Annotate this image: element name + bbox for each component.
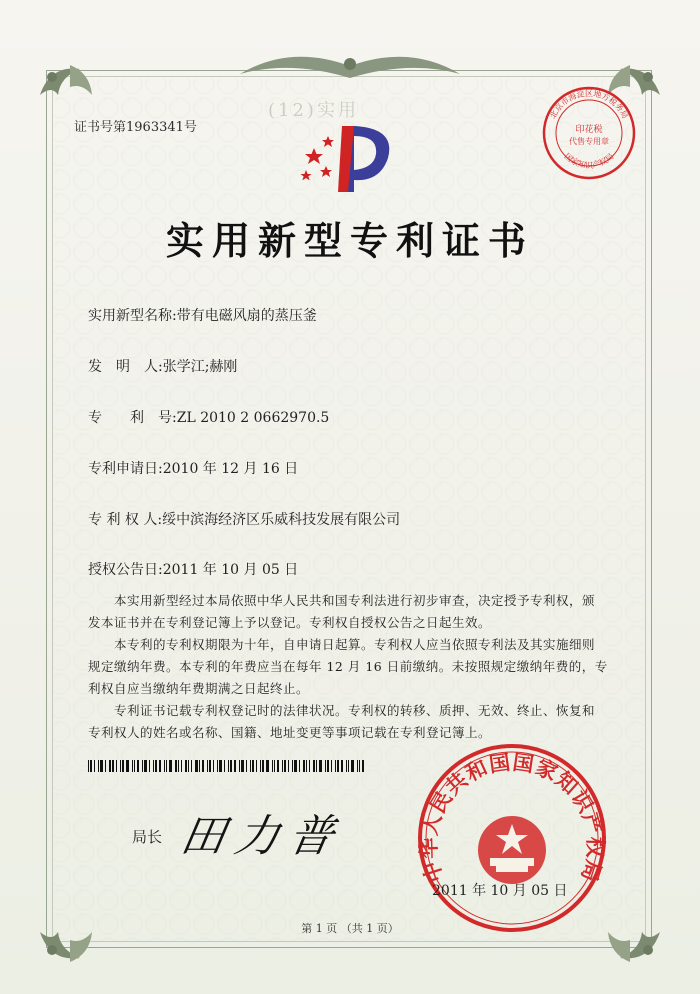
body-line: 发本证书并在专利登记簿上予以登记。专利权自授权公告之日起生效。	[88, 615, 492, 630]
barcode-bar	[309, 760, 310, 772]
barcode-bar	[294, 760, 297, 772]
field-value: 绥中滨海经济区乐威科技发展有限公司	[162, 512, 401, 528]
barcode-bar	[219, 760, 222, 772]
field-value: 带有电磁风扇的蒸压釜	[176, 308, 317, 324]
barcode-bar	[272, 760, 273, 772]
barcode-bar	[120, 760, 121, 772]
barcode-bar	[341, 760, 343, 772]
barcode-bar	[262, 760, 264, 772]
barcode-bar	[155, 760, 157, 772]
barcode-bar	[122, 760, 124, 772]
barcode-bar	[90, 760, 92, 772]
barcode-bar	[241, 760, 244, 772]
barcode-bar	[100, 760, 103, 772]
tax-seal-inner-line2: 代售专用章	[569, 137, 609, 146]
barcode-bar	[306, 760, 307, 772]
barcode-bar	[250, 760, 251, 772]
director-signature: 田力普	[176, 811, 348, 862]
barcode-bar	[169, 760, 172, 772]
barcode-bar	[316, 760, 317, 772]
barcode-bar	[153, 760, 154, 772]
barcode-bar	[313, 760, 315, 772]
body-line: 利权自应当缴纳年费期满之日起终止。	[88, 681, 310, 696]
barcode-bar	[246, 760, 247, 772]
patent-office-seal	[412, 738, 612, 938]
field-value: ZL 2010 2 0662970.5	[176, 410, 330, 426]
barcode-bar	[260, 760, 261, 772]
barcode-bar	[325, 760, 326, 772]
field-utility-model-name	[88, 305, 317, 325]
barcode	[88, 760, 368, 772]
barcode-bar	[209, 760, 211, 772]
barcode-bar	[284, 760, 286, 772]
field-label: 专利申请日:	[88, 461, 163, 477]
barcode-bar	[351, 760, 354, 772]
barcode-bar	[282, 760, 283, 772]
barcode-bar	[277, 760, 279, 772]
barcode-bar	[164, 760, 165, 772]
barcode-bar	[181, 760, 182, 772]
field-patentee	[88, 509, 400, 529]
page-footer: 第 1 页 （共 1 页）	[301, 922, 399, 935]
barcode-bar	[217, 760, 218, 772]
svg-text:国家知识产权局	[563, 152, 616, 170]
barcode-bar	[88, 760, 89, 772]
barcode-bar	[137, 760, 139, 772]
barcode-bar	[166, 760, 167, 772]
barcode-bar	[178, 760, 179, 772]
barcode-bar	[230, 760, 232, 772]
seal-arc-text: 中华人民共和国国家知识产权局	[416, 750, 608, 886]
certificate-number: 证书号第1963341号	[74, 120, 197, 135]
barcode-bar	[299, 760, 300, 772]
barcode-bar	[195, 760, 198, 772]
patent-office-logo	[292, 118, 402, 200]
barcode-bar	[175, 760, 177, 772]
barcode-bar	[319, 760, 322, 772]
tax-seal-bottom-text: 国家知识产权局	[562, 151, 616, 170]
barcode-bar	[188, 760, 189, 772]
barcode-bar	[207, 760, 208, 772]
field-patent-number	[88, 407, 329, 427]
barcode-bar	[331, 760, 332, 772]
barcode-bar	[132, 760, 133, 772]
body-paragraph-2	[88, 634, 608, 700]
field-label: 发 明 人:	[88, 359, 163, 375]
barcode-bar	[252, 760, 254, 772]
barcode-bar	[144, 760, 147, 772]
barcode-bar	[98, 760, 99, 772]
barcode-bar	[292, 760, 293, 772]
barcode-bar	[109, 760, 111, 772]
field-grant-date	[88, 559, 298, 579]
barcode-bar	[112, 760, 114, 772]
barcode-bar	[337, 760, 339, 772]
barcode-bar	[335, 760, 336, 772]
field-value: 张学江;赫刚	[162, 359, 238, 375]
barcode-bar	[134, 760, 135, 772]
barcode-bar	[228, 760, 229, 772]
barcode-bar	[362, 760, 364, 772]
field-label: 专 利 号:	[88, 410, 177, 426]
field-filing-date	[88, 458, 298, 478]
watermark-text: (12)实用	[268, 100, 359, 121]
barcode-bar	[357, 760, 358, 772]
barcode-bar	[159, 760, 161, 772]
barcode-bar	[202, 760, 204, 772]
barcode-bar	[142, 760, 143, 772]
barcode-bar	[94, 760, 95, 772]
barcode-bar	[191, 760, 192, 772]
barcode-bar	[348, 760, 349, 772]
tax-seal-arc-text: 北京市海淀区地方税务局	[548, 89, 630, 121]
certificate-title: 实用新型专利证书	[165, 218, 534, 263]
seal-date: 2011 年 10 月 05 日	[432, 883, 568, 899]
body-line: 专利证书记载专利权登记时的法律状况。专利权的转移、质押、无效、终止、恢复和	[114, 703, 596, 718]
body-line: 本实用新型经过本局依照中华人民共和国专利法进行初步审查，决定授予专利权，颁	[114, 593, 596, 608]
barcode-bar	[185, 760, 187, 772]
barcode-bar	[116, 760, 117, 772]
body-line: 本专利的专利权期限为十年，自申请日起算。专利权人应当依照专利法及其实施细则	[114, 637, 596, 652]
barcode-bar	[105, 760, 106, 772]
field-inventor	[88, 356, 237, 376]
director-label: 局长	[132, 828, 163, 846]
barcode-bar	[288, 760, 289, 772]
barcode-bar	[239, 760, 240, 772]
barcode-bar	[303, 760, 305, 772]
body-line: 专利权人的姓名或名称、国籍、地址变更等事项记载在专利登记簿上。	[88, 725, 492, 740]
barcode-bar	[327, 760, 329, 772]
barcode-bar	[266, 760, 269, 772]
field-label: 授权公告日:	[88, 562, 163, 578]
barcode-bar	[126, 760, 129, 772]
barcode-bar	[213, 760, 214, 772]
barcode-bar	[346, 760, 347, 772]
barcode-bar	[256, 760, 257, 772]
field-label: 实用新型名称:	[88, 308, 177, 324]
field-value: 2011 年 10 月 05 日	[162, 562, 299, 578]
body-paragraph-1	[88, 590, 608, 634]
field-label: 专 利 权 人:	[88, 512, 163, 528]
barcode-bar	[224, 760, 225, 772]
barcode-bar	[199, 760, 200, 772]
barcode-bar	[234, 760, 236, 772]
top-center-ornament	[230, 44, 470, 90]
body-line: 规定缴纳年费。本专利的年费应当在每年 12 月 16 日前缴纳。未按照规定缴纳年费的，专	[88, 659, 608, 674]
tax-stamp-seal	[540, 84, 638, 182]
barcode-bar	[359, 760, 360, 772]
tax-seal-inner-line1: 印花税	[575, 125, 603, 135]
barcode-bar	[149, 760, 150, 772]
barcode-bar	[274, 760, 275, 772]
field-value: 2010 年 12 月 16 日	[162, 461, 299, 477]
